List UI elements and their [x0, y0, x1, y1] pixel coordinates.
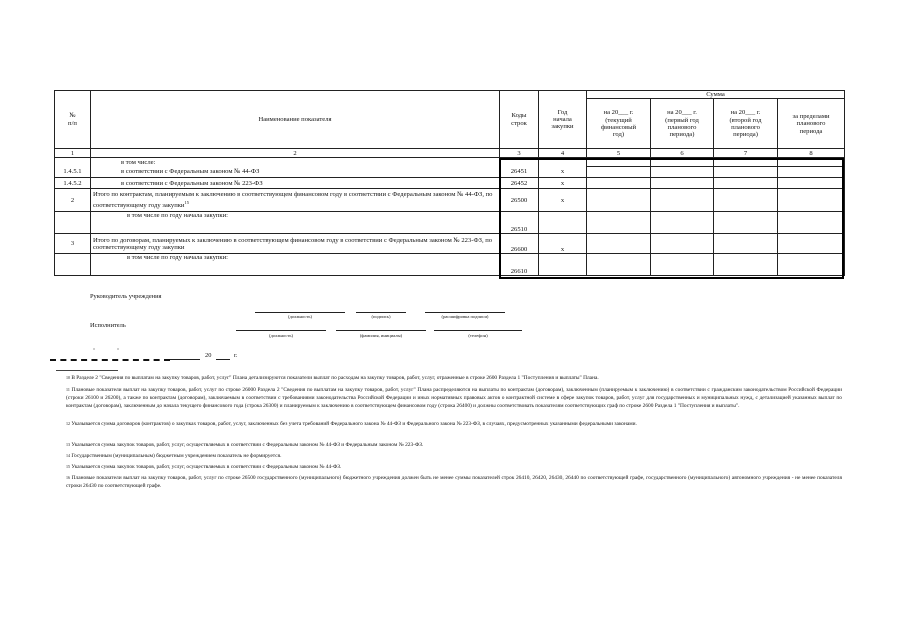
footnote-number: 16 — [66, 475, 70, 480]
date-quote-close: " — [117, 349, 120, 354]
sum-cell[interactable] — [587, 189, 651, 212]
sum-cell[interactable] — [714, 189, 778, 212]
table-row — [55, 178, 845, 189]
row-num: 1.4.5.1 — [55, 167, 91, 178]
sum-cell[interactable] — [587, 167, 651, 178]
sum-cell[interactable] — [778, 254, 845, 276]
row-num: 1.4.5.2 — [55, 178, 91, 189]
footnote-number: 13 — [66, 442, 70, 447]
colnum: 7 — [714, 149, 778, 158]
sum-cell[interactable] — [714, 178, 778, 189]
table-row — [55, 212, 845, 234]
executor-label: Исполнитель — [90, 322, 126, 329]
sum-cell[interactable] — [587, 254, 651, 276]
row-code: 26510 — [500, 212, 539, 234]
date-year-suffix: г. — [234, 352, 238, 359]
row-name: в соответствии с Федеральным законом № 223-ФЗ — [91, 178, 500, 189]
sum-cell[interactable] — [714, 158, 778, 167]
footnote — [66, 420, 842, 428]
sum-cell[interactable] — [714, 167, 778, 178]
sum-cell[interactable] — [587, 178, 651, 189]
sum-cell[interactable] — [714, 212, 778, 234]
row-num: 2 — [55, 189, 91, 212]
table-row — [55, 158, 845, 167]
footnote-ref: 15 — [184, 199, 189, 205]
header-year-start — [539, 91, 587, 149]
date-quote-open: " — [93, 349, 96, 354]
footnote-text: В Разделе 2 "Сведения по выплатам на закупку товаров, работ, услуг" Плана детализируются показатели выплат по расходам на закупку товаров, работ, услуг, отраженные в строке 2600 Раздела 1 "Поступления и выплаты" Плана. — [71, 375, 599, 381]
header-period-2-text: на 20___ г. (первый год планового периода) — [665, 109, 699, 139]
row-name — [91, 189, 500, 212]
header-period-2 — [651, 99, 714, 149]
head-label: Руководитель учреждения — [90, 293, 162, 300]
row-num — [55, 254, 91, 276]
row-name: в том числе по году начала закупки: — [91, 254, 500, 276]
row-name: в соответствии с Федеральным законом № 44-ФЗ — [91, 167, 500, 178]
footnote-text: Плановые показатели выплат на закупку товаров, работ, услуг по строке 26500 государственного (муниципального) бюджетного учреждения должен быть не менее суммы показателей строк 26410, 26420, 26430, 26440 по соответствующей графе, государственного (муниципального) автономного учреждения - не менее показателя строки 26430 по соответствующей графе. — [66, 475, 842, 489]
row-year — [539, 158, 587, 167]
row-code: 26610 — [500, 254, 539, 276]
row-year — [539, 254, 587, 276]
row-code — [500, 158, 539, 167]
footnote-text: Указывается сумма договоров (контрактов) о закупках товаров, работ, услуг, заключенных без учета требований Федерального закона № 44-ФЗ и Федерального закона № 223-ФЗ, в случаях, предусмотренных указанными федеральными законами. — [71, 421, 637, 427]
executor-phone-line[interactable] — [434, 330, 522, 331]
header-period-1 — [587, 99, 651, 149]
row-code: 26600 — [500, 234, 539, 254]
head-position-line[interactable] — [255, 312, 345, 313]
date-year-line[interactable] — [216, 359, 230, 360]
row-name: Итого по договорам, планируемых к заключению в соответствующем финансовом году в соответствии с Федеральным законом № 223-ФЗ, по соответствующему году закупки — [91, 234, 500, 254]
sum-cell[interactable] — [651, 178, 714, 189]
date-month-line[interactable] — [170, 359, 200, 360]
executor-name-line[interactable] — [336, 330, 426, 331]
colnum: 2 — [91, 149, 500, 158]
sum-cell[interactable] — [651, 212, 714, 234]
row-year: x — [539, 234, 587, 254]
sum-cell[interactable] — [587, 212, 651, 234]
date-day-line[interactable] — [50, 359, 170, 361]
procurement-payments-table — [54, 90, 845, 276]
row-year: x — [539, 189, 587, 212]
colnum: 6 — [651, 149, 714, 158]
colnum: 4 — [539, 149, 587, 158]
header-period-3 — [714, 99, 778, 149]
colnum: 1 — [55, 149, 91, 158]
head-caption: (должность) — [287, 314, 313, 319]
sum-cell[interactable] — [778, 167, 845, 178]
footnote — [66, 463, 842, 471]
header-num-text: № п/п — [68, 112, 77, 127]
sum-cell[interactable] — [778, 234, 845, 254]
footnote-number: 15 — [66, 464, 70, 469]
header-period-1-text: на 20___ г. (текущий финансовый год) — [600, 109, 637, 139]
head-signature-line[interactable] — [356, 312, 406, 313]
sum-cell[interactable] — [714, 254, 778, 276]
row-name: в том числе: — [91, 158, 500, 167]
footnote — [66, 474, 842, 490]
header-num — [55, 91, 91, 149]
executor-position-line[interactable] — [236, 330, 326, 331]
header-sum: Сумма — [587, 91, 845, 99]
sum-cell[interactable] — [651, 189, 714, 212]
header-name: Наименование показателя — [91, 91, 500, 149]
footnote-text: Плановые показатели выплат на закупку товаров, работ, услуг по строке 26000 Раздела 2 "Сведения по выплатам на закупку товаров, работ, услуг" Плана распределяются на выплаты по контрактам (договорам), заключенным (планируемым к заключению) в соответствии с гражданским законодательством Российской Федерации (строки 26100 и 26200), а также по контрактам (договорам), заключаемым в соответствии с требованиями законодательства Российской Федерации и иных нормативных правовых актов о контрактной системе в сфере закупок товаров, работ, услуг для государственных и муниципальных нужд, с детализацией указанных выплат по контрактам (договорам), заключенным до начала текущего финансового года (строка 26300) и планируемым к заключению в соответствующем финансовом году (строка 26400) и должны соответствовать показателям соответствующих граф по строке 2600 Раздела 1 "Поступления и выплаты". — [66, 387, 842, 409]
sum-cell[interactable] — [587, 158, 651, 167]
row-num: 3 — [55, 234, 91, 254]
footnote-text: Указывается сумма закупок товаров, работ, услуг, осуществляемых в соответствии с Федеральным законом № 44-ФЗ. — [71, 464, 342, 470]
table-row — [55, 167, 845, 178]
row-code: 26500 — [500, 189, 539, 212]
colnum: 8 — [778, 149, 845, 158]
sum-cell[interactable] — [651, 158, 714, 167]
table-row — [55, 234, 845, 254]
footnote — [66, 441, 842, 449]
row-year — [539, 212, 587, 234]
sum-cell[interactable] — [587, 234, 651, 254]
row-num — [55, 212, 91, 234]
header-period-beyond — [778, 99, 845, 149]
sum-cell[interactable] — [778, 178, 845, 189]
executor-caption: (фамилия, инициалы) — [359, 333, 403, 338]
row-code: 26451 — [500, 167, 539, 178]
sum-cell[interactable] — [778, 158, 845, 167]
header-period-3-text: на 20___ г. (второй год планового периода) — [729, 109, 762, 139]
header-year-start-text: Год начала закупки — [551, 108, 574, 131]
footnote-text: Государственным (муниципальным) бюджетным учреждением показатель не формируется. — [71, 453, 282, 459]
head-caption: (подпись) — [371, 314, 391, 319]
executor-caption: (телефон) — [468, 333, 488, 338]
header-period-beyond-text: за пределами планового периода — [792, 112, 830, 135]
colnum: 5 — [587, 149, 651, 158]
colnum: 3 — [500, 149, 539, 158]
head-caption: (расшифровка подписи) — [441, 314, 489, 319]
row-name-text: Итого по контрактам, планируемым к заключению в соответствующем финансовом году в соответствии с Федеральным законом № 44-ФЗ, по соответствующему году закупки — [93, 191, 493, 209]
sum-cell[interactable] — [651, 254, 714, 276]
sum-cell[interactable] — [651, 234, 714, 254]
footnote — [66, 386, 842, 410]
row-num — [55, 158, 91, 167]
sum-cell[interactable] — [778, 189, 845, 212]
header-codes-text: Коды строк — [511, 112, 527, 127]
footnote-text: Указывается сумма закупок товаров, работ, услуг, осуществляемых в соответствии с Федеральным законом № 44-ФЗ и Федеральным законом № 223-ФЗ. — [71, 442, 424, 448]
sum-cell[interactable] — [714, 234, 778, 254]
footnote-number: 10 — [66, 375, 70, 380]
head-name-line[interactable] — [425, 312, 505, 313]
footnote-number: 12 — [66, 421, 70, 426]
table-row — [55, 254, 845, 276]
footnote — [66, 374, 842, 382]
row-year: x — [539, 167, 587, 178]
sum-cell[interactable] — [651, 167, 714, 178]
row-code: 26452 — [500, 178, 539, 189]
footnote-number: 14 — [66, 453, 70, 458]
column-numbers-row — [55, 149, 845, 158]
footnote-number: 11 — [66, 387, 70, 392]
footnote — [66, 452, 842, 460]
table-row — [55, 189, 845, 212]
row-year: x — [539, 178, 587, 189]
footnote-separator — [56, 370, 118, 371]
date-year-prefix: 20 — [205, 352, 212, 359]
sum-cell[interactable] — [778, 212, 845, 234]
row-name: в том числе по году начала закупки: — [91, 212, 500, 234]
header-codes — [500, 91, 539, 149]
executor-caption: (должность) — [268, 333, 294, 338]
